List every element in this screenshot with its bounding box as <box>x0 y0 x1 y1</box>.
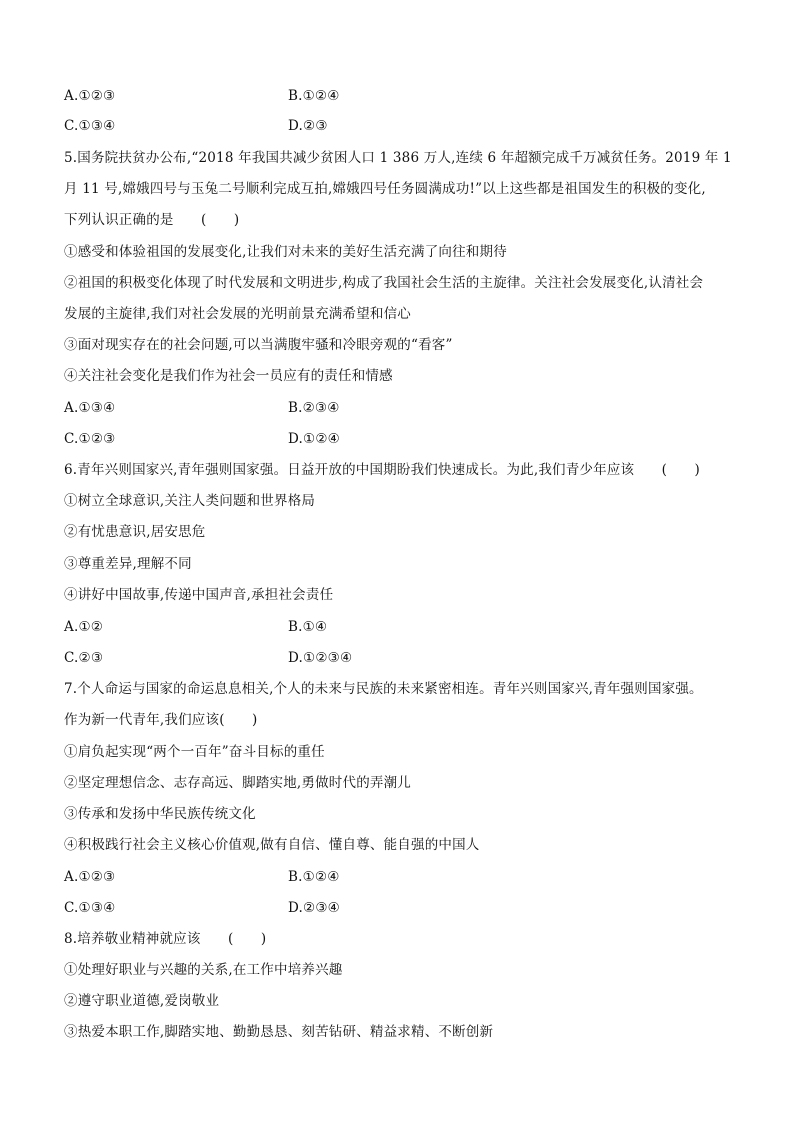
q5-option-b: B.②③④ <box>288 400 340 416</box>
q7-stem-line-2: 作为新一代青年,我们应该( ) <box>64 712 258 728</box>
q5-statement-1: ①感受和体验祖国的发展变化,让我们对未来的美好生活充满了向往和期待 <box>64 244 507 260</box>
q8-statement-2: ②遵守职业道德,爱岗敬业 <box>64 993 220 1009</box>
q6-statement-4: ④讲好中国故事,传递中国声音,承担社会责任 <box>64 587 334 603</box>
q8-statement-3: ③热爱本职工作,脚踏实地、勤勤恳恳、刻苦钻研、精益求精、不断创新 <box>64 1024 494 1040</box>
q7-option-d: D.②③④ <box>288 900 340 916</box>
q6-statement-2: ②有忧患意识,居安思危 <box>64 524 206 540</box>
prev-option-a: A.①②③ <box>64 88 116 104</box>
q5-stem-line-3: 下列认识正确的是 ( ) <box>64 212 240 228</box>
q8-stem-line-1: 8.培养敬业精神就应该 ( ) <box>64 931 267 947</box>
q7-statement-4: ④积极践行社会主义核心价值观,做有自信、懂自尊、能自强的中国人 <box>64 837 480 853</box>
q6-statement-1: ①树立全球意识,关注人类问题和世界格局 <box>64 493 316 509</box>
q6-option-b: B.①④ <box>288 619 328 635</box>
q8-statement-1: ①处理好职业与兴趣的关系,在工作中培养兴趣 <box>64 962 343 978</box>
q7-option-a: A.①②③ <box>64 869 116 885</box>
q5-option-d: D.①②④ <box>288 431 340 447</box>
q5-statement-2a: ②祖国的积极变化体现了时代发展和文明进步,构成了我国社会生活的主旋律。关注社会发展变化,认清社会 <box>64 275 704 291</box>
q5-stem-line-1: 5.国务院扶贫办公布,“2018 年我国共减少贫困人口 1 386 万人,连续 6 年超额完成千万减贫任务。2019 年 1 <box>64 150 732 166</box>
q6-option-c: C.②③ <box>64 650 104 666</box>
q7-option-b: B.①②④ <box>288 869 340 885</box>
q7-option-c: C.①③④ <box>64 900 116 916</box>
q6-stem-line-1: 6.青年兴则国家兴,青年强则国家强。日益开放的中国期盼我们快速成长。为此,我们青少年应该 ( ) <box>64 462 700 478</box>
q5-option-c: C.①②③ <box>64 431 116 447</box>
q5-statement-3: ③面对现实存在的社会问题,可以当满腹牢骚和冷眼旁观的“看客” <box>64 337 453 353</box>
q6-statement-3: ③尊重差异,理解不同 <box>64 556 192 572</box>
q6-option-d: D.①②③④ <box>288 650 353 666</box>
q5-stem-line-2: 月 11 号,嫦娥四号与玉兔二号顺利完成互拍,嫦娥四号任务圆满成功!”以上这些都是祖国发生的积极的变化, <box>64 181 706 197</box>
q5-option-a: A.①③④ <box>64 400 116 416</box>
q7-stem-line-1: 7.个人命运与国家的命运息息相关,个人的未来与民族的未来紧密相连。青年兴则国家兴,青年强则国家强。 <box>64 681 703 697</box>
prev-option-b: B.①②④ <box>288 88 340 104</box>
q6-option-a: A.①② <box>64 619 104 635</box>
prev-option-d: D.②③ <box>288 118 328 134</box>
q5-statement-2b: 发展的主旋律,我们对社会发展的光明前景充满希望和信心 <box>64 306 411 322</box>
q7-statement-2: ②坚定理想信念、志存高远、脚踏实地,勇做时代的弄潮儿 <box>64 775 411 791</box>
prev-option-c: C.①③④ <box>64 118 116 134</box>
q7-statement-1: ①肩负起实现“两个一百年”奋斗目标的重任 <box>64 744 325 760</box>
q5-statement-4: ④关注社会变化是我们作为社会一员应有的责任和情感 <box>64 368 393 384</box>
q7-statement-3: ③传承和发扬中华民族传统文化 <box>64 806 256 822</box>
